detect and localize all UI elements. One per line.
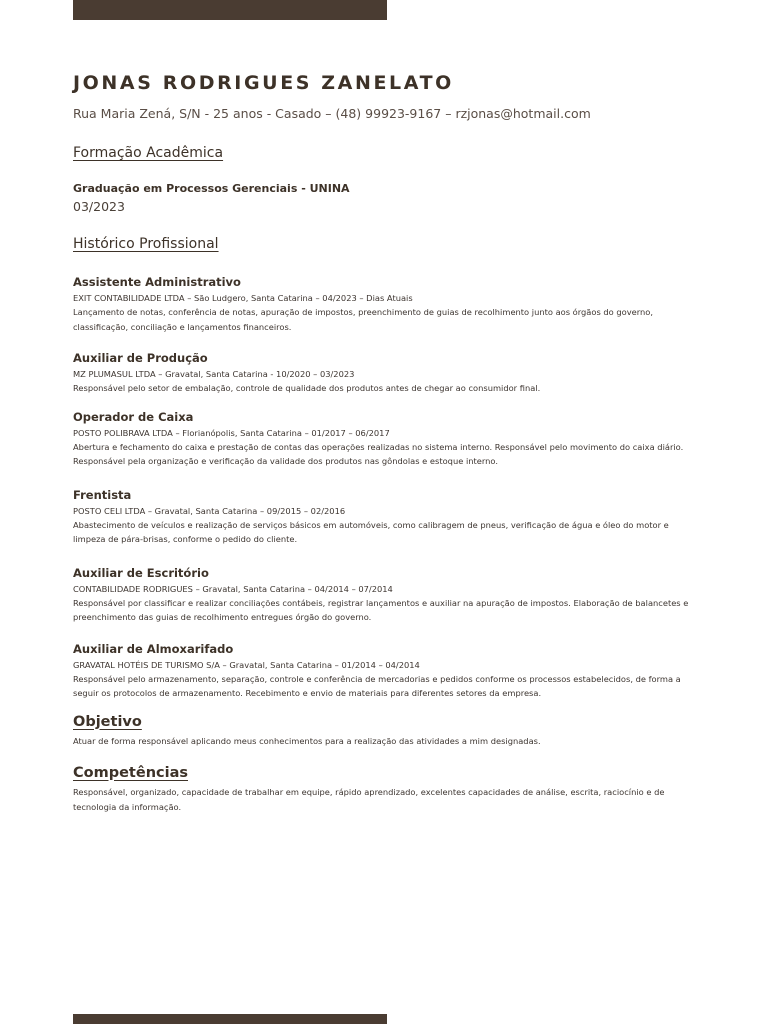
- job-title: Frentista: [73, 487, 132, 502]
- job-description: Responsável pelo armazenamento, separação, controle e conferência de mercadorias e pedidos conforme os processos estabelecidos, de forma a seguir os protocolos de armazenamento. Recebimento e envio de materiais para diferentes setores da empresa.: [73, 673, 681, 698]
- objective-section: [73, 713, 703, 749]
- resume-content: [73, 70, 703, 815]
- top-decorative-bar: [73, 0, 387, 20]
- job-description: Responsável por classificar e realizar conciliações contábeis, registrar lançamentos e auxiliar na apuração de impostos. Elaboração de balancetes e preenchimento das guias de recolhimento entregues órgão do governo.: [73, 597, 689, 622]
- job-entry: [73, 351, 703, 396]
- history-section: [73, 235, 703, 701]
- education-course: Graduação em Processos Gerenciais - UNINA: [73, 182, 350, 195]
- objective-text: Atuar de forma responsável aplicando meus conhecimentos para a realização das atividades a mim designadas.: [73, 735, 541, 746]
- job-company: EXIT CONTABILIDADE LTDA – São Ludgero, Santa Catarina – 04/2023 – Dias Atuais: [73, 293, 413, 303]
- job-company: POSTO CELI LTDA – Gravatal, Santa Catarina – 09/2015 – 02/2016: [73, 505, 346, 516]
- education-heading: Formação Acadêmica: [73, 145, 224, 161]
- job-description: Responsável pelo setor de embalação, controle de qualidade dos produtos antes de chegar ao consumidor final.: [73, 383, 541, 393]
- job-description: Lançamento de notas, conferência de notas, apuração de impostos, preenchimento de guias de recolhimento junto aos órgãos do governo, classificação, conciliação e lançamentos financeiros.: [73, 307, 653, 332]
- job-company: MZ PLUMASUL LTDA – Gravatal, Santa Catarina - 10/2020 – 03/2023: [73, 369, 355, 379]
- job-company: GRAVATAL HOTÉIS DE TURISMO S/A – Gravatal, Santa Catarina – 01/2014 – 04/2014: [73, 659, 420, 670]
- job-company: POSTO POLIBRAVA LTDA – Florianópolis, Santa Catarina – 01/2017 – 06/2017: [73, 427, 390, 438]
- education-date: 03/2023: [73, 199, 125, 214]
- job-title: Auxiliar de Almoxarifado: [73, 641, 234, 656]
- candidate-name: JONAS RODRIGUES ZANELATO: [73, 72, 454, 94]
- skills-section: [73, 764, 703, 815]
- job-entry: [73, 488, 703, 547]
- bottom-decorative-bar: [73, 1014, 387, 1024]
- contact-info: Rua Maria Zená, S/N - 25 anos - Casado – (48) 99923-9167 – rzjonas@hotmail.com: [73, 106, 591, 121]
- job-entry: [73, 642, 703, 701]
- job-description: Abastecimento de veículos e realização de serviços básicos em automóveis, como calibragem de pneus, verificação de água e óleo do motor e limpeza de pára-brisas, conforme o pedido do cliente.: [73, 519, 669, 544]
- skills-text: Responsável, organizado, capacidade de trabalhar em equipe, rápido aprendizado, excelentes capacidades de análise, escrita, raciocínio e de tecnologia da informação.: [73, 786, 665, 812]
- job-title: Operador de Caixa: [73, 409, 194, 424]
- objective-heading: Objetivo: [73, 713, 142, 730]
- job-entry: [73, 566, 703, 625]
- job-title: Auxiliar de Escritório: [73, 565, 209, 580]
- education-section: [73, 144, 703, 215]
- job-entry: [73, 275, 703, 334]
- job-title: Auxiliar de Produção: [73, 351, 208, 365]
- history-heading: Histórico Profissional: [73, 236, 219, 252]
- job-description: Abertura e fechamento do caixa e prestação de contas das operações realizadas no sistema interno. Responsável pelo movimento do caixa diário. Responsável pela organização e verificação da validade dos produtos nas gôndolas e estoque interno.: [73, 441, 684, 466]
- job-title: Assistente Administrativo: [73, 275, 241, 289]
- job-company: CONTABILIDADE RODRIGUES – Gravatal, Santa Catarina – 04/2014 – 07/2014: [73, 583, 393, 594]
- skills-heading: Competências: [73, 764, 188, 781]
- job-entry: [73, 410, 703, 469]
